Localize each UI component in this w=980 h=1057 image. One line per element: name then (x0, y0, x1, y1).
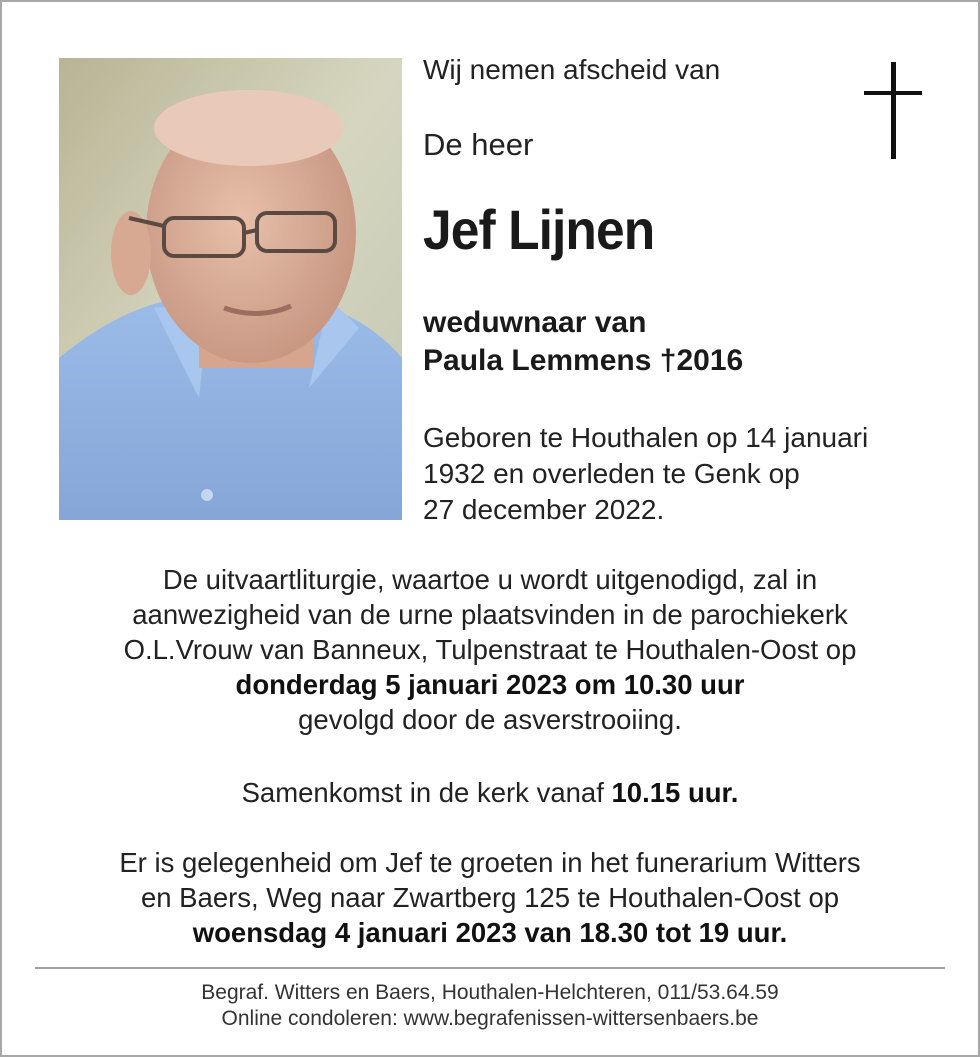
greeting-date-text: woensdag 4 januari 2023 van 18.30 tot 19 uur. (192, 917, 788, 948)
greeting-block (40, 845, 940, 950)
portrait-photo (59, 58, 402, 520)
footer-undertaker: Begraf. Witters en Baers, Houthalen-Helchteren, 011/53.64.59 (201, 981, 779, 1004)
deceased-name: Jef Lijnen (423, 198, 655, 261)
greeting-date (40, 915, 940, 950)
liturgy-line-2: aanwezigheid van de urne plaatsvinden in de parochiekerk (132, 599, 848, 630)
born-line-3: 27 december 2022. (423, 494, 665, 525)
born-line-1: Geboren te Houthalen op 14 januari (423, 422, 869, 453)
footer-condolence-link[interactable]: Online condoleren: www.begrafenissen-wittersenbaers.be (221, 1007, 759, 1030)
latin-cross-icon (864, 62, 922, 159)
liturgy-line-5: gevolgd door de asverstrooiing. (298, 704, 682, 735)
footer (40, 980, 940, 1032)
liturgy-block (40, 562, 940, 737)
gathering-line (40, 775, 940, 810)
gathering-time: 10.15 uur. (611, 777, 739, 808)
widower-block (423, 304, 743, 380)
liturgy-line-1: De uitvaartliturgie, waartoe u wordt uitgenodigd, zal in (162, 564, 818, 595)
liturgy-line-3: O.L.Vrouw van Banneux, Tulpenstraat te Houthalen-Oost op (123, 634, 857, 665)
liturgy-date (40, 667, 940, 702)
gathering-text: Samenkomst in de kerk vanaf (241, 777, 612, 808)
greeting-line-2: en Baers, Weg naar Zwartberg 125 te Houthalen-Oost op (140, 882, 840, 913)
honorific: De heer (423, 127, 534, 162)
born-line-2: 1932 en overleden te Genk op (423, 458, 800, 489)
intro-text: Wij nemen afscheid van (423, 54, 721, 85)
birth-death-block (423, 420, 943, 528)
spouse-line: Paula Lemmens †2016 (423, 344, 744, 377)
liturgy-date-text: donderdag 5 januari 2023 om 10.30 uur (235, 669, 745, 700)
widower-line: weduwnaar van (423, 306, 647, 339)
greeting-line-1: Er is gelegenheid om Jef te groeten in het funerarium Witters (119, 847, 861, 878)
footer-divider (35, 967, 945, 969)
